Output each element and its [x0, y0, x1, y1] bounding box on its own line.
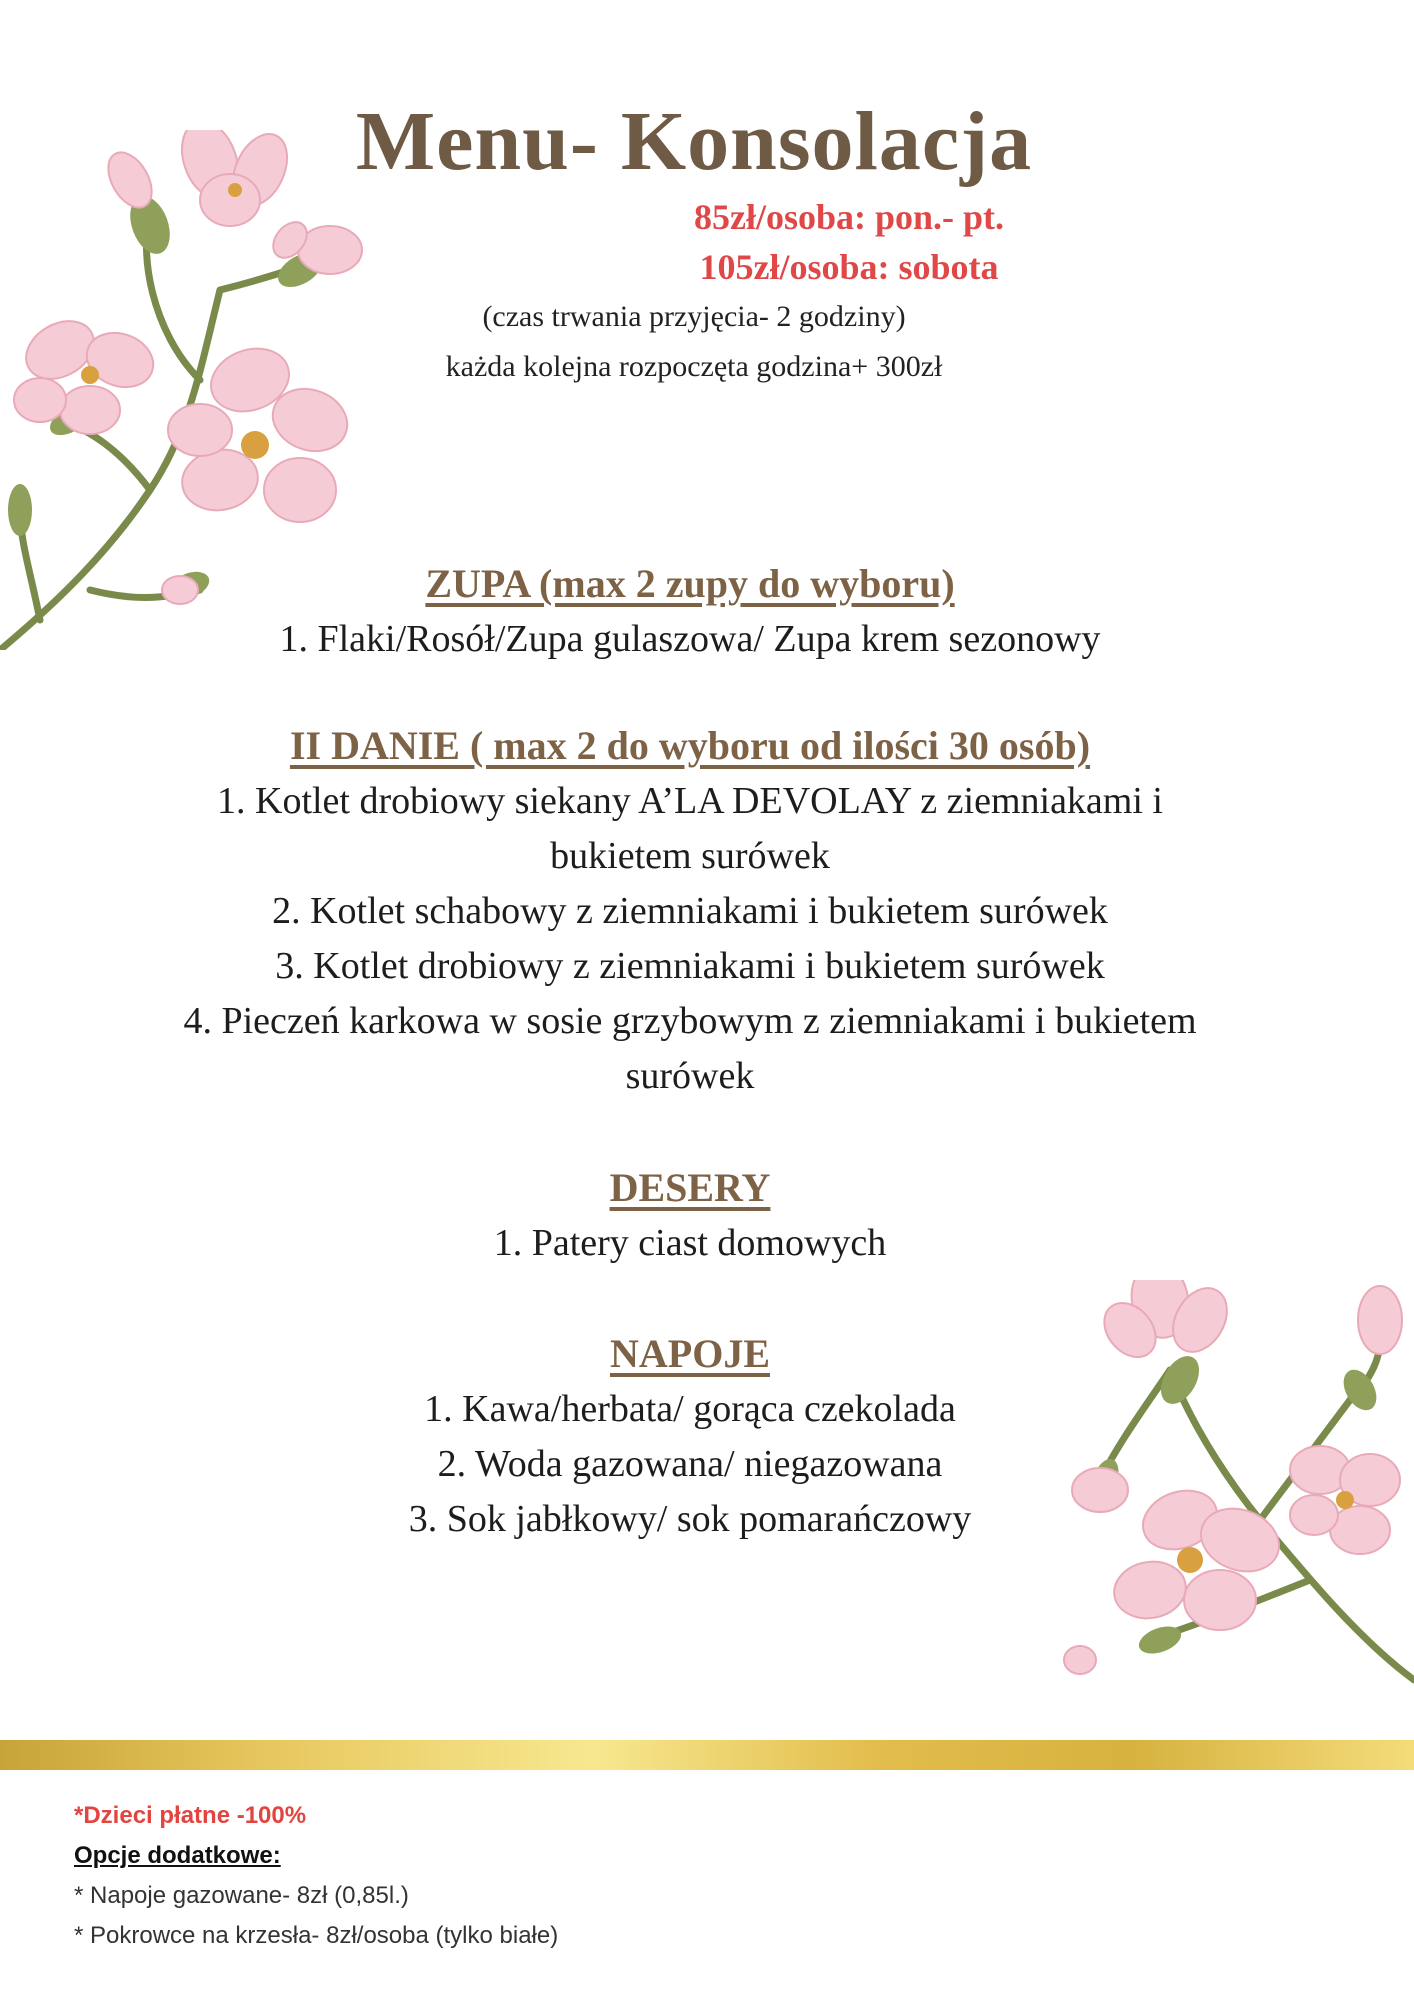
- section-title-drinks: NAPOJE: [610, 1331, 770, 1376]
- main-course-section: [100, 718, 1280, 1104]
- main-item: surówek: [625, 1055, 755, 1097]
- dessert-item: 1. Patery ciast domowych: [493, 1222, 887, 1264]
- main-item: 1. Kotlet drobiowy siekany A’LA DEVOLAY z ziemniakami i: [217, 780, 1163, 822]
- section-title-desserts: DESERY: [609, 1165, 771, 1210]
- gold-divider: [0, 1740, 1414, 1770]
- main-item: bukietem surówek: [550, 835, 830, 877]
- main-item: 2. Kotlet schabowy z ziemniakami i bukietem surówek: [272, 890, 1108, 932]
- options-title: Opcje dodatkowe:: [74, 1842, 281, 1869]
- main-item: 3. Kotlet drobiowy z ziemniakami i bukietem surówek: [275, 945, 1105, 987]
- footer-notes: [74, 1796, 1074, 1956]
- main-item: 4. Pieczeń karkowa w sosie grzybowym z ziemniakami i bukietem: [183, 1000, 1197, 1042]
- option-item: * Pokrowce na krzesła- 8zł/osoba (tylko białe): [74, 1922, 559, 1949]
- drinks-section: [100, 1326, 1280, 1547]
- drink-item: 1. Kawa/herbata/ gorąca czekolada: [424, 1388, 956, 1430]
- extra-hour-note: każda kolejna rozpoczęta godzina+ 300zł: [445, 350, 943, 383]
- soup-item: 1. Flaki/Rosół/Zupa gulaszowa/ Zupa krem sezonowy: [279, 618, 1101, 660]
- price-saturday: 105zł/osoba: sobota: [699, 247, 999, 287]
- duration-note: (czas trwania przyjęcia- 2 godziny): [482, 300, 906, 333]
- page-title: Menu- Konsolacja: [355, 95, 1033, 188]
- section-title-soup: ZUPA (max 2 zupy do wyboru): [425, 561, 955, 606]
- desserts-section: [100, 1160, 1280, 1271]
- option-item: * Napoje gazowane- 8zł (0,85l.): [74, 1882, 409, 1909]
- drink-item: 2. Woda gazowana/ niegazowana: [437, 1443, 943, 1485]
- menu-header: [0, 92, 1414, 392]
- drink-item: 3. Sok jabłkowy/ sok pomarańczowy: [408, 1498, 972, 1540]
- soup-section: [100, 556, 1280, 667]
- kids-price-note: *Dzieci płatne -100%: [74, 1802, 307, 1829]
- price-weekday: 85zł/osoba: pon.- pt.: [693, 197, 1005, 237]
- section-title-main: II DANIE ( max 2 do wyboru od ilości 30 osób): [289, 723, 1091, 768]
